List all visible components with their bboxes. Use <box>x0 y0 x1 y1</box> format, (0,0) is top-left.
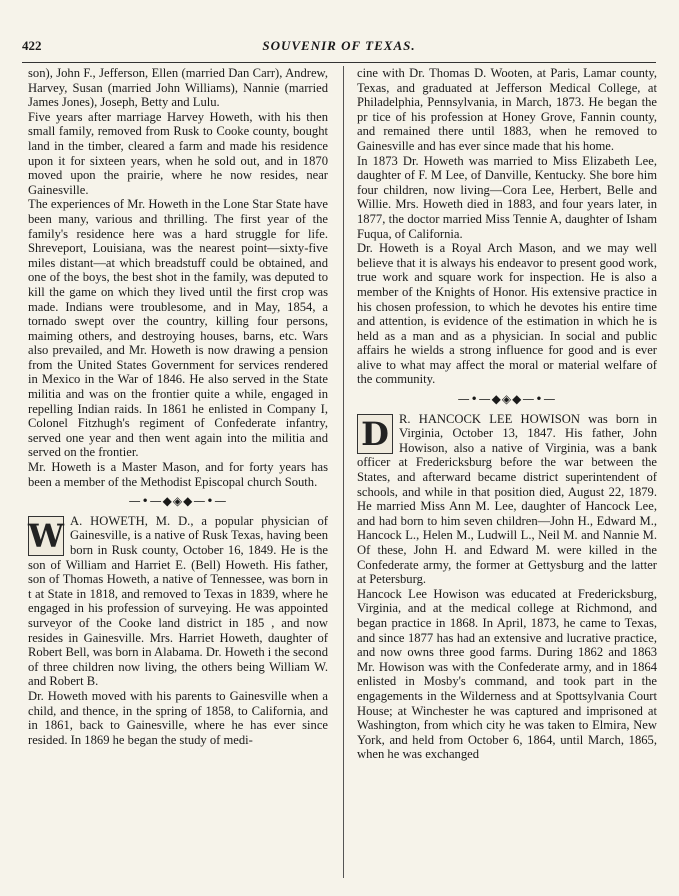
paragraph: In 1873 Dr. Howeth was married to Miss Elizabeth Lee, daughter of F. M Lee, of Danville, Kentucky. She bore him four children, now living—Cora Lee, Herbert, Belle and Willie. Mrs. Howeth died in 1883, and four years later, in 1877, the doctor married Miss Tennie A, daughter of Isham Fuqua, of California. <box>357 153 657 241</box>
section-ornament: —•—◆◈◆—•— <box>457 392 557 407</box>
page-header <box>22 38 656 58</box>
running-title: SOUVENIR OF TEXAS. <box>262 38 416 53</box>
page-number: 422 <box>22 38 42 53</box>
section-ornament: —•—◆◈◆—•— <box>128 494 228 509</box>
biography-heading: A. HOWETH, M. D., <box>70 513 194 528</box>
dropcap-initial: D <box>357 414 393 454</box>
column-divider <box>343 66 344 878</box>
biography-opening <box>357 412 657 587</box>
biography-opening <box>28 514 328 689</box>
biography-text: was born in Virginia, October 13, 1847. His father, John Howison, also a native of Virginia, was a bank officer at Fredericksburg before the war between the States, and afterward became district superintendent of schools, and while in that position died, August 22, 1879. He married Miss Ann M. Lee, daughter of Hancock Lee, and had born to him seven children—John H., Edward M., Hancock L., Helen M., Ludwill L., Neil M. and Nannie M. Of these, John H. and Edward M. were killed in the Confederate army, the former at Gettysburg and the latter at Petersburg. <box>357 411 657 587</box>
paragraph: cine with Dr. Thomas D. Wooten, at Paris, Lamar county, Texas, and graduated at Jefferson Medical College, at Philadelphia, Pennsylvania, in March, 1873. He began the pr tice of his profession at Honey Grove, Fannin county, and remained there until 1883, when he removed to Gainesville and has ever since made that his home. <box>357 66 657 153</box>
paragraph: Dr. Howeth is a Royal Arch Mason, and we may well believe that it is always his endeavor to present good work, true work and square work for inspection. He is also a member of the Knights of Honor. His extensive practice in his chosen profession, to which he devotes his entire time and attention, is evidence of the estimation in which he is held as a man and as a physician. In social and public affairs he wields a strong influence for good and is ever alive to what may affect the moral or material welfare of the community. <box>357 241 657 387</box>
biography-text: a popular physician of Gainesville, is a native of Rusk Texas, having been born in Rusk county, October 16, 1849. He is the son of William and Harriet E. (Bell) Howeth. His father, son of Thomas Howeth, a native of Tennessee, was born in t at State in 1818, and removed to Texas in 1839, where he engaged in his profession of surveying. He was appointed surveyor of the Cooke land district in 185 , and now resides in Gainesville. Mrs. Harriet Howeth, daughter of Robert Bell, was born in Alabama. Dr. Howeth i the second of three children now living, the others being William W. and Robert B. <box>28 513 328 689</box>
paragraph: son), John F., Jefferson, Ellen (married Dan Carr), Andrew, Harvey, Susan (married John Williams), Nannie (married James Jones), Joseph, Betty and Lulu. <box>28 66 328 110</box>
header-rule <box>22 62 656 63</box>
left-column <box>28 66 328 747</box>
paragraph: The experiences of Mr. Howeth in the Lone Star State have been many, various and thrilling. The first year of the family's residence here was a hard struggle for life. Shreveport, Louisiana, was the nearest point—sixty-five miles distant—at which breadstuff could be obtained, and one of the boys, the best shot in the family, was deputed to kill the game on which they lived until the first crop was made. Indians were troublesome, and in May, 1854, a tornado swept over the country, killing four persons, maiming others, and destroying houses, barns, etc. Wars also prevailed, and Mr. Howeth is now drawing a pension from the United States Government for services rendered in Mexico in the War of 1846. He also served in the State militia and was on the frontier quite a while, engaged in repelling Indian raids. In 1861 he enlisted in Company I, Colonel Fitzhugh's regiment of Confederate infantry, served one year and then went again into the militia and served on the frontier. <box>28 197 328 460</box>
paragraph: Mr. Howeth is a Master Mason, and for forty years has been a member of the Methodist Episcopal church South. <box>28 460 328 489</box>
paragraph: Dr. Howeth moved with his parents to Gainesville when a child, and thence, in the spring of 1858, to California, and in 1861, back to Gainesville, where he has ever since resided. In 1869 he began the study of medi- <box>28 688 328 747</box>
right-column <box>357 66 657 762</box>
biography-heading: R. HANCOCK LEE HOWISON <box>399 411 580 426</box>
paragraph: Five years after marriage Harvey Howeth, with his then small family, removed from Rusk to Cooke county, bought land in the timber, cleared a farm and made his residence upon it for sixteen years, when he sold out, and in 1870 moved upon the prairie, where he now resides, near Gainesville. <box>28 109 328 197</box>
paragraph: Hancock Lee Howison was educated at Fredericksburg, Virginia, and at the medical college at Richmond, and began practice in 1868. In April, 1873, he came to Texas, and since 1877 has had an extensive and lucrative practice, and now owns three good farms. During 1862 and 1863 Mr. Howison was with the Confederate army, and in 1864 enlisted in Mosby's command, and took part in the engagements in the Wilderness and at Spottsylvania Court House; at Winchester he was captured and imprisoned at Washington, from which city he was taken to Elmira, New York, and held from October 6, 1864, until March, 1865, when he was exchanged <box>357 586 657 762</box>
dropcap-initial: W <box>28 516 64 555</box>
